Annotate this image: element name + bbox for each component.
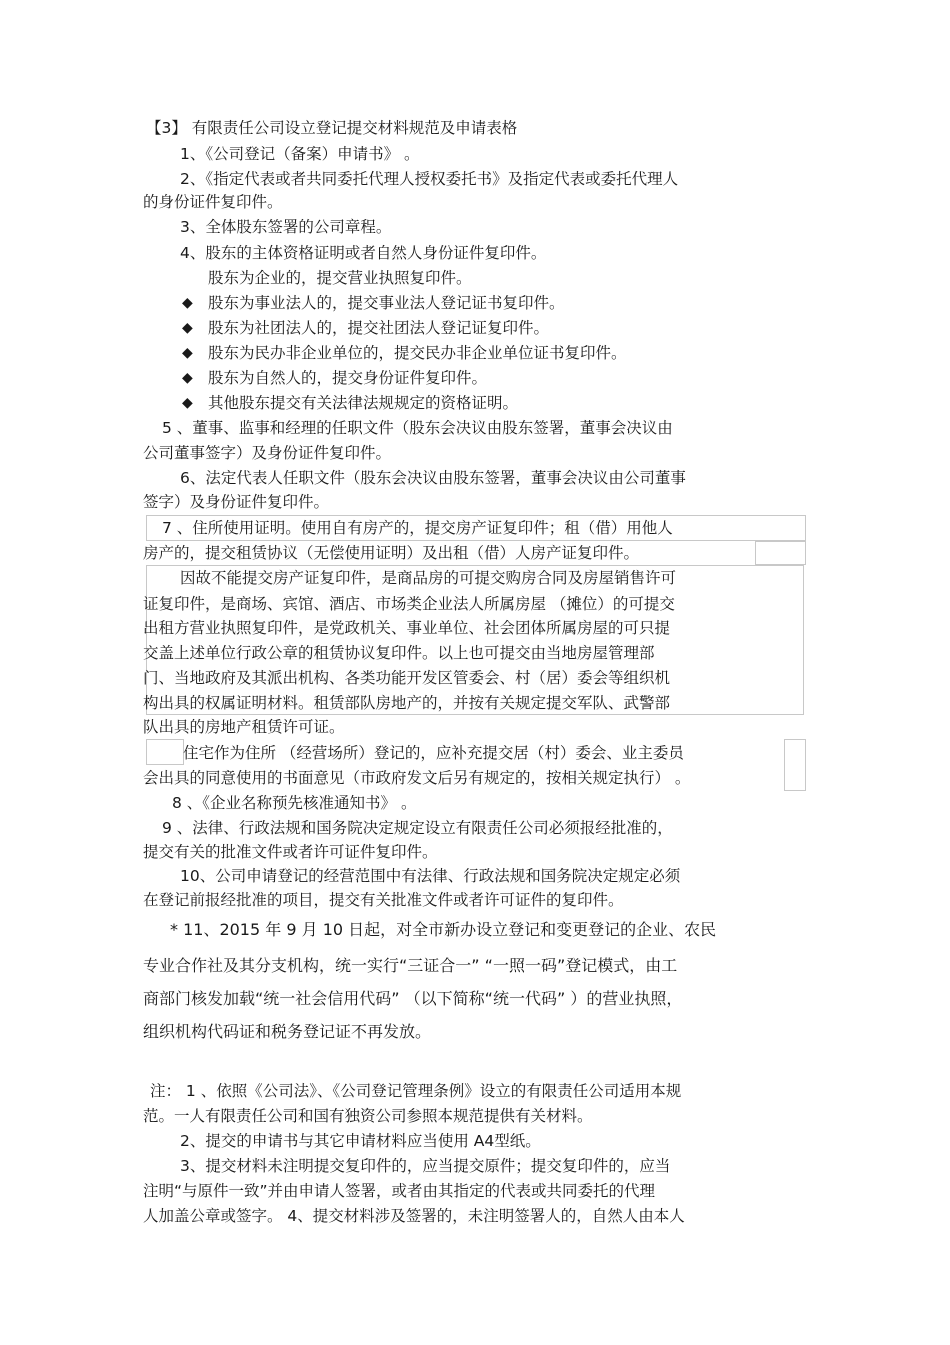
- bullet-text: 股东为社团法人的，提交社团法人登记证复印件。: [208, 319, 550, 337]
- text-line: 股东为企业的，提交营业执照复印件。: [208, 269, 472, 287]
- text-line: 签字）及身份证件复印件。: [143, 493, 330, 511]
- note-line: 3、提交材料未注明提交复印件的，应当提交原件；提交复印件的，应当: [180, 1157, 671, 1175]
- text-line: 的身份证件复印件。: [143, 193, 283, 211]
- bullet-diamond-icon: ◆: [182, 320, 193, 336]
- bullet-text: 股东为民办非企业单位的，提交民办非企业单位证书复印件。: [208, 344, 627, 362]
- text-line: 商部门核发加载“统一社会信用代码” （以下简称“统一代码” ）的营业执照，: [143, 989, 683, 1008]
- text-line: 房产的，提交租赁协议（无偿使用证明）及出租（借）人房产证复印件。: [143, 544, 640, 562]
- text-line: 4、股东的主体资格证明或者自然人身份证件复印件。: [180, 244, 547, 262]
- text-line: 10、公司申请登记的经营范围中有法律、行政法规和国务院决定规定必须: [180, 867, 681, 885]
- text-line: 9 、法律、行政法规和国务院决定规定设立有限责任公司必须报经批准的，: [162, 819, 673, 837]
- text-line: 组织机构代码证和税务登记证不再发放。: [143, 1022, 432, 1041]
- text-line: 交盖上述单位行政公章的租赁协议复印件。以上也可提交由当地房屋管理部: [143, 644, 655, 662]
- bullet-text: 股东为自然人的，提交身份证件复印件。: [208, 369, 488, 387]
- bullet-text: 股东为事业法人的，提交事业法人登记证书复印件。: [208, 294, 565, 312]
- form-box-decoration: [146, 739, 184, 765]
- note-line: 2、提交的申请书与其它申请材料应当使用 A4型纸。: [180, 1132, 541, 1150]
- text-line: 5 、董事、监事和经理的任职文件（股东会决议由股东签署，董事会决议由: [162, 419, 673, 437]
- document-title: 【3】 有限责任公司设立登记提交材料规范及申请表格: [146, 119, 518, 137]
- text-line: 2、《指定代表或者共同委托代理人授权委托书》及指定代表或委托代理人: [180, 170, 679, 188]
- note-line: 范。一人有限责任公司和国有独资公司参照本规范提供有关材料。: [143, 1107, 593, 1125]
- text-line: 3、全体股东签署的公司章程。: [180, 218, 392, 236]
- text-line: 提交有关的批准文件或者许可证件复印件。: [143, 843, 438, 861]
- text-line: 门、当地政府及其派出机构、各类功能开发区管委会、村（居）委会等组织机: [143, 669, 671, 687]
- note-line: 人加盖公章或签字。 4、提交材料涉及签署的，未注明签署人的，自然人由本人: [143, 1207, 685, 1225]
- text-line: 构出具的权属证明材料。租赁部队房地产的，并按有关规定提交军队、武警部: [143, 694, 671, 712]
- text-line: 队出具的房地产租赁许可证。: [143, 718, 345, 736]
- note-line: 注： 1 、依照《公司法》、《公司登记管理条例》设立的有限责任公司适用本规: [150, 1082, 682, 1100]
- text-line: 证复印件，是商场、宾馆、酒店、市场类企业法人所属房屋 （摊位）的可提交: [143, 595, 675, 613]
- bullet-diamond-icon: ◆: [182, 395, 193, 411]
- form-box-decoration: [784, 739, 806, 791]
- bullet-diamond-icon: ◆: [182, 345, 193, 361]
- form-box-decoration: [755, 541, 806, 565]
- text-line: 在登记前报经批准的项目，提交有关批准文件或者许可证件的复印件。: [143, 891, 624, 909]
- bullet-diamond-icon: ◆: [182, 295, 193, 311]
- text-line: 6、法定代表人任职文件（股东会决议由股东签署，董事会决议由公司董事: [180, 469, 686, 487]
- text-line: 因故不能提交房产证复印件，是商品房的可提交购房合同及房屋销售许可: [180, 569, 677, 587]
- text-line: 7 、住所使用证明。使用自有房产的，提交房产证复印件；租（借）用他人: [162, 519, 673, 537]
- text-line: 专业合作社及其分支机构，统一实行“三证合一” “一照一码”登记模式，由工: [143, 956, 678, 975]
- text-line: 出租方营业执照复印件，是党政机关、事业单位、社会团体所属房屋的可只提: [143, 619, 671, 637]
- bullet-diamond-icon: ◆: [182, 370, 193, 386]
- text-line: 公司董事签字）及身份证件复印件。: [143, 444, 392, 462]
- text-line: * 11、2015 年 9 月 10 日起，对全市新办设立登记和变更登记的企业、农民: [170, 920, 717, 939]
- text-line: 8 、《企业名称预先核准通知书》 。: [172, 794, 417, 812]
- text-line: 1、《公司登记（备案）申请书》 。: [180, 145, 420, 163]
- text-line: 住宅作为住所 （经营场所）登记的，应补充提交居（村）委会、业主委员: [183, 744, 684, 762]
- text-line: 会出具的同意使用的书面意见（市政府发文后另有规定的，按相关规定执行） 。: [143, 769, 691, 787]
- note-line: 注明“与原件一致”并由申请人签署，或者由其指定的代表或共同委托的代理: [143, 1182, 656, 1200]
- bullet-text: 其他股东提交有关法律法规规定的资格证明。: [208, 394, 519, 412]
